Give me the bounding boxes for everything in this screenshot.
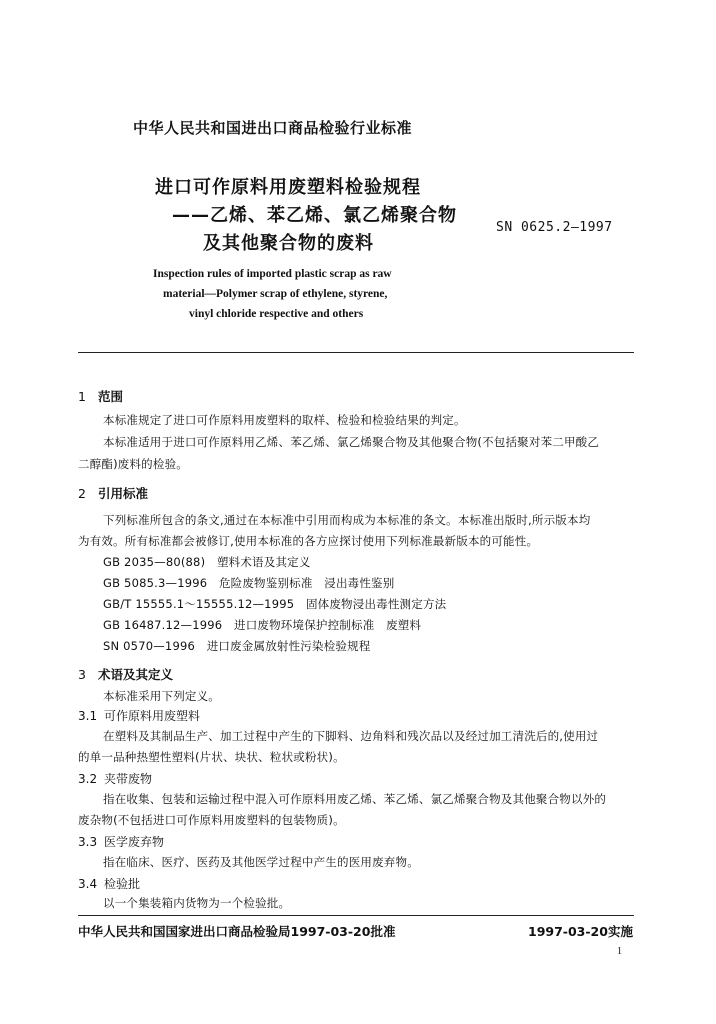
english-title-line-2: material—Polymer scrap of ethylene, styrene, [163,288,388,300]
implementation-date: 1997-03-20实施 [528,924,633,939]
definition-title: 夹带废物 [104,772,153,786]
section-2-heading [78,484,148,502]
header-divider [78,352,634,353]
definition-title: 可作原料用废塑料 [104,709,201,723]
title-line-3: 及其他聚合物的废料 [203,233,374,254]
english-title-line-3: vinyl chloride respective and others [189,308,364,320]
definition-3-4-heading [78,875,140,892]
paragraph-continuation: 废杂物(不包括进口可作原料用废塑料的包装物质)。 [78,813,345,827]
standard-number: SN 0625.2—1997 [496,220,613,235]
paragraph: 在塑料及其制品生产、加工过程中产生的下脚料、边角料和残次品以及经过加工清洗后的,使用过 [103,729,599,743]
definition-number: 3.2 [78,772,98,786]
section-title: 引用标准 [98,486,149,501]
page-number: 1 [617,946,622,957]
paragraph-continuation: 的单一品种热塑性塑料(片状、块状、粒状或粉状)。 [78,750,345,764]
definition-3-1-heading [78,707,200,724]
definition-title: 检验批 [104,877,141,891]
paragraph: 本标准采用下列定义。 [103,689,220,703]
footer-divider [78,915,634,916]
paragraph: 本标准规定了进口可作原料用废塑料的取样、检验和检验结果的判定。 [103,413,466,427]
industry-standard-heading: 中华人民共和国进出口商品检验行业标准 [133,119,413,137]
section-title: 范围 [98,389,124,404]
paragraph: 下列标准所包含的条文,通过在本标准中引用而构成为本标准的条文。本标准出版时,所示版本均 [103,513,591,527]
definition-3-2-heading [78,770,152,787]
paragraph: 指在收集、包装和运输过程中混入可作原料用废乙烯、苯乙烯、氯乙烯聚合物及其他聚合物以外的 [103,792,607,806]
reference-item: GB 5085.3—1996 危险废物鉴别标准 浸出毒性鉴别 [103,576,395,590]
definition-number: 3.3 [78,835,98,849]
paragraph-continuation: 为有效。所有标准都会被修订,使用本标准的各方应探讨使用下列标准最新版本的可能性。 [78,534,539,548]
definition-number: 3.1 [78,709,98,723]
reference-item: SN 0570—1996 进口废金属放射性污染检验规程 [103,639,371,653]
reference-item: GB 16487.12—1996 进口废物环境保护控制标准 废塑料 [103,618,422,632]
section-number: 3 [78,667,86,682]
approval-statement: 中华人民共和国国家进出口商品检验局1997-03-20批准 [78,924,396,939]
reference-item: GB/T 15555.1～15555.12—1995 固体废物浸出毒性测定方法 [103,597,447,611]
section-3-heading [78,665,173,683]
english-title-line-1: Inspection rules of imported plastic scrap as raw [153,268,392,280]
section-1-heading [78,387,123,405]
paragraph: 本标准适用于进口可作原料用乙烯、苯乙烯、氯乙烯聚合物及其他聚合物(不包括聚对苯二甲酸乙 [103,435,600,449]
definition-number: 3.4 [78,877,98,891]
definition-3-3-heading [78,833,164,850]
section-number: 1 [78,389,86,404]
paragraph: 指在临床、医疗、医药及其他医学过程中产生的医用废弃物。 [103,855,419,869]
title-line-1: 进口可作原料用废塑料检验规程 [155,177,421,198]
section-number: 2 [78,486,86,501]
paragraph: 以一个集装箱内货物为一个检验批。 [103,896,291,910]
title-line-2: ——乙烯、苯乙烯、氯乙烯聚合物 [172,205,457,226]
reference-item: GB 2035—80(88) 塑料术语及其定义 [103,555,311,569]
definition-title: 医学废弃物 [104,835,165,849]
section-title: 术语及其定义 [98,667,174,682]
paragraph-continuation: 二醇酯)废料的检验。 [78,457,188,471]
